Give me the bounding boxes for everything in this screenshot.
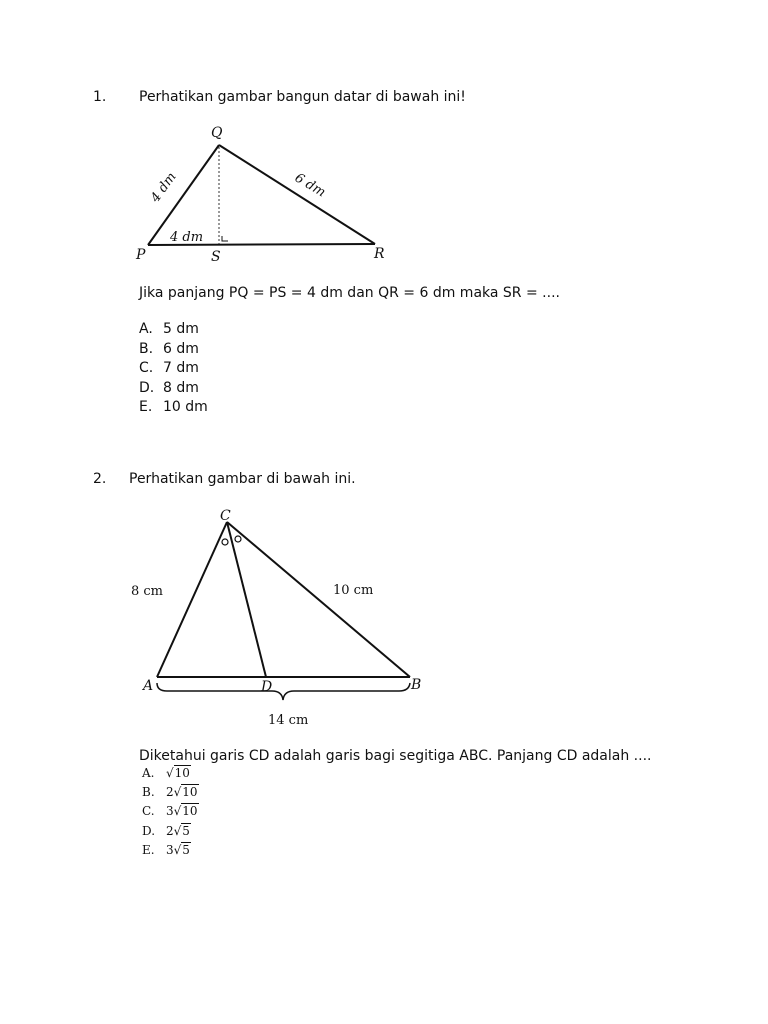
- question-2-number: 2.: [93, 471, 107, 487]
- question-2-text: Diketahui garis CD adalah garis bagi segitiga ABC. Panjang CD adalah ....: [139, 748, 652, 764]
- option-letter: E.: [139, 399, 153, 415]
- vertex-r-label: R: [374, 246, 385, 262]
- option-coefficient: 2: [166, 823, 174, 838]
- square-root-icon: √: [173, 785, 182, 800]
- vertex-c-label: C: [220, 508, 231, 524]
- option-coefficient: 3: [166, 804, 174, 819]
- option-radicand: 5: [182, 823, 190, 838]
- question-2-prompt: Perhatikan gambar di bawah ini.: [129, 471, 356, 487]
- square-root-icon: √: [173, 842, 182, 857]
- length-label-ab: 14 cm: [268, 713, 309, 728]
- question-2-options: [142, 764, 199, 860]
- side-bc: [227, 522, 410, 677]
- option-letter: B.: [139, 340, 154, 357]
- option-coefficient: 2: [166, 785, 174, 800]
- angle-marker-right: [235, 536, 241, 542]
- option-letter: D.: [142, 823, 156, 838]
- question-1-number: 1.: [93, 89, 107, 105]
- square-root-icon: √: [173, 823, 182, 838]
- option-text: 8 dm: [163, 379, 199, 396]
- option-radicand: 10: [182, 785, 198, 800]
- option-b[interactable]: [142, 783, 199, 802]
- option-radicand: 5: [182, 842, 190, 857]
- option-letter: C.: [142, 804, 155, 819]
- length-label-ac: 8 cm: [131, 584, 164, 599]
- option-coefficient: 3: [166, 842, 174, 857]
- option-radicand: 10: [182, 804, 198, 819]
- length-label-bc: 10 cm: [333, 583, 374, 598]
- question-1-prompt: Perhatikan gambar bangun datar di bawah ini!: [139, 89, 466, 105]
- option-text: 5 dm: [163, 321, 199, 337]
- option-letter: E.: [142, 842, 155, 857]
- angle-marker-left: [222, 539, 228, 545]
- option-e[interactable]: [142, 841, 199, 860]
- length-label-qr: 6 dm: [291, 170, 329, 201]
- length-label-pq: 4 dm: [148, 169, 180, 206]
- length-label-ps: 4 dm: [170, 230, 204, 245]
- vertex-b-label: B: [411, 677, 422, 693]
- option-letter: D.: [139, 379, 155, 396]
- square-root-icon: √: [173, 804, 182, 819]
- vertex-p-label: P: [136, 247, 146, 263]
- option-text: 6 dm: [163, 340, 199, 357]
- option-c[interactable]: [142, 802, 199, 821]
- vertex-q-label: Q: [211, 125, 223, 141]
- option-a[interactable]: [142, 764, 199, 783]
- side-ac: [157, 522, 227, 677]
- vertex-a-label: A: [143, 678, 154, 694]
- option-text: 7 dm: [163, 360, 199, 376]
- option-letter: C.: [139, 360, 154, 376]
- option-letter: A.: [139, 321, 153, 337]
- bisector-cd: [227, 522, 266, 677]
- option-letter: B.: [142, 785, 155, 800]
- question-1-text: Jika panjang PQ = PS = 4 dm dan QR = 6 dm maka SR = ....: [139, 285, 560, 301]
- option-d[interactable]: [142, 822, 199, 841]
- vertex-d-label: D: [261, 679, 273, 695]
- option-radicand: 10: [174, 766, 190, 780]
- vertex-s-label: S: [211, 249, 221, 265]
- square-root-icon: √: [166, 766, 174, 780]
- option-text: 10 dm: [163, 399, 208, 415]
- brace-ab: [157, 683, 410, 700]
- option-letter: A.: [142, 766, 155, 780]
